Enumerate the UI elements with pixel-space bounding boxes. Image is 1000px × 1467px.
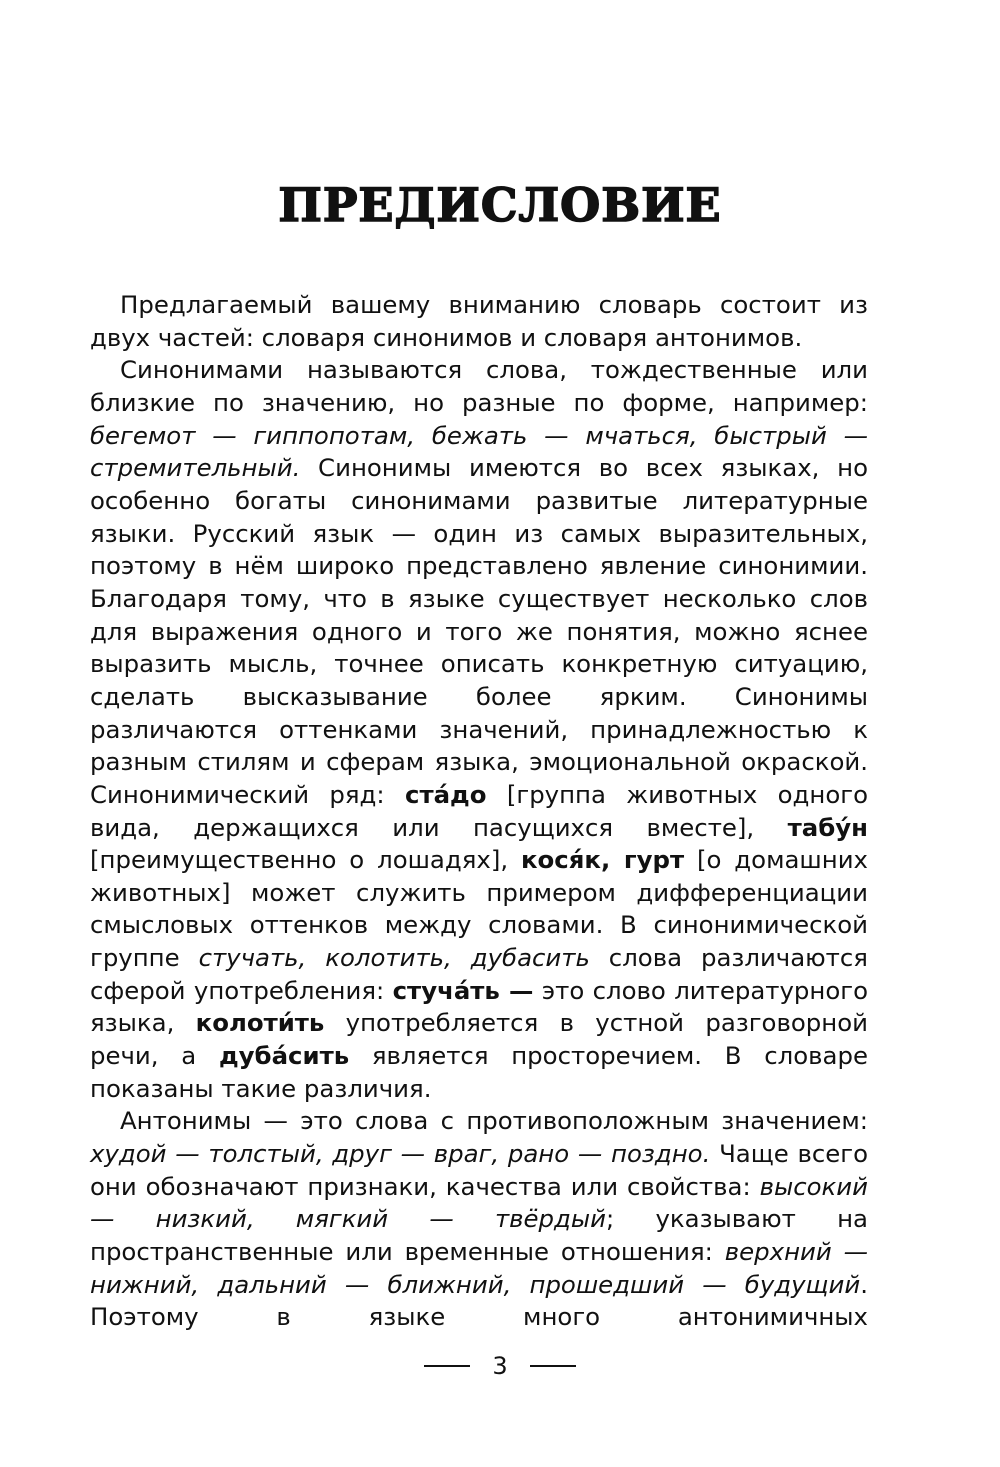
text-run: Чаще всего они обозначают признаки, качества или свойства: — [90, 1139, 868, 1201]
page-number-dash-right — [530, 1365, 576, 1367]
text-run: Антонимы — это слова с противоположным значением: — [120, 1106, 868, 1136]
text-run: ; указывают на пространственные или временные отношения: — [90, 1204, 868, 1267]
paragraph-2 — [90, 354, 868, 1105]
text-run: Предлагаемый вашему вниманию словарь состоит из двух частей: словаря синонимов и словаря антонимов. — [90, 290, 868, 352]
example-words: стучать, колотить, дубасить — [198, 943, 590, 973]
text-run: слова различаются сферой употребления: — [90, 943, 868, 1005]
paragraph-1 — [90, 289, 868, 354]
paragraph-3 — [90, 1105, 868, 1334]
text-run: употребляется в устной разговорной речи, а — [90, 1008, 868, 1071]
text-run: [преимущественно о лошадях], — [90, 845, 521, 875]
page-title: ПРЕДИСЛОВИЕ — [278, 178, 722, 232]
text-run: . Поэтому в языке много антонимичных — [90, 1269, 868, 1332]
headword: табу́н — [787, 812, 868, 842]
example-words: высокий — низкий, мягкий — твёрдый — [90, 1171, 868, 1234]
body-text — [90, 289, 868, 1334]
headword: дуба́сить — [218, 1041, 350, 1071]
text-run: Синонимы имеются во всех языках, но особенно богаты синонимами развитые литературные языки. Русский язык — один из самых выразительных, поэтому в нём широко представлено явление синонимии. Благодаря тому, что в языке существует несколько слов для выражения одного и того же понятия, можно яснее выразить мысль, точнее описать конкретную ситуацию, сделать высказывание более ярким. Синонимы различаются оттенками значений, принадлежностью к разным стилям и сферам языка, эмоциональной окраской. Синонимический ряд: — [90, 453, 868, 809]
headword: стуча́ть — — [392, 975, 534, 1005]
page-number — [0, 1352, 1000, 1380]
text-run: Синонимами называются слова, тождественные или близкие по значению, но разные по форме, например: — [90, 355, 868, 417]
headword: кося́к, гурт — [521, 845, 685, 875]
text-run: [о домашних животных] может служить примером дифференциации смысловых оттенков между словами. В синонимической группе — [90, 845, 868, 973]
example-words: бегемот — гиппопотам, бежать — мчаться, быстрый — стремительный. — [90, 420, 868, 483]
example-words: верхний — нижний, дальний — ближний, прошедший — будущий — [90, 1237, 869, 1299]
text-run: является просторечием. В словаре показаны такие различия. — [90, 1041, 868, 1103]
headword: ста́до — [405, 779, 487, 809]
headword: колоти́ть — [195, 1008, 325, 1038]
text-run: это слово литературного языка, — [90, 975, 869, 1038]
text-run: [группа животных одного вида, держащихся или пасущихся вместе], — [90, 779, 868, 842]
example-words: худой — толстый, друг — враг, рано — поздно. — [90, 1139, 711, 1169]
page-number-value: 3 — [492, 1352, 508, 1380]
page-number-dash-left — [424, 1365, 470, 1367]
